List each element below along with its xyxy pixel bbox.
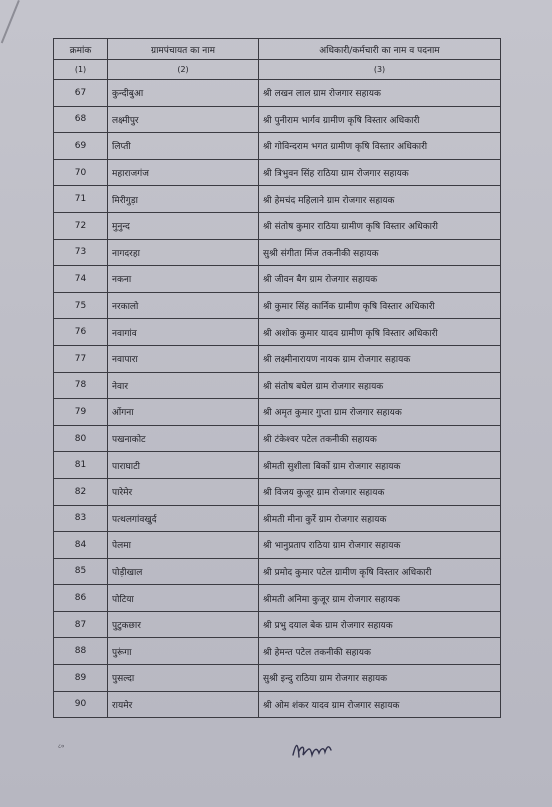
- serial-cell: 74: [54, 266, 108, 293]
- table-row: [54, 611, 501, 638]
- village-cell: मिरीगुड़ा: [108, 186, 259, 213]
- village-cell: मुनुन्द: [108, 212, 259, 239]
- serial-cell: 85: [54, 558, 108, 585]
- village-cell: नेवार: [108, 372, 259, 399]
- village-cell: कुन्दीबुआ: [108, 80, 259, 107]
- village-cell: पोड़ीखाल: [108, 558, 259, 585]
- table-row: [54, 106, 501, 133]
- official-cell: श्री संतोष कुमार राठिया ग्रामीण कृषि विस्तार अधिकारी: [259, 212, 501, 239]
- serial-cell: 82: [54, 478, 108, 505]
- table-row: [54, 638, 501, 665]
- village-cell: नवागांव: [108, 319, 259, 346]
- table-header: [54, 39, 501, 80]
- official-cell: श्री त्रिभुवन सिंह राठिया ग्राम रोजगार सहायक: [259, 159, 501, 186]
- handwritten-signature: [290, 737, 334, 761]
- serial-cell: 87: [54, 611, 108, 638]
- village-cell: पुरूंगा: [108, 638, 259, 665]
- official-cell: श्री विजय कुजूर ग्राम रोजगार सहायक: [259, 478, 501, 505]
- official-cell: श्रीमती अनिमा कुजूर ग्राम रोजगार सहायक: [259, 585, 501, 612]
- village-cell: पत्थलगांवखुर्द: [108, 505, 259, 532]
- official-assignment-table: [53, 38, 501, 718]
- village-cell: महाराजगंज: [108, 159, 259, 186]
- column-number-serial: (1): [54, 60, 108, 80]
- official-cell: श्रीमती सुशीला बिर्को ग्राम रोजगार सहायक: [259, 452, 501, 479]
- village-cell: पुटुकछार: [108, 611, 259, 638]
- table-row: [54, 399, 501, 426]
- official-cell: श्री गोविन्दराम भगत ग्रामीण कृषि विस्तार अधिकारी: [259, 133, 501, 160]
- table-row: [54, 266, 501, 293]
- column-number-village: (2): [108, 60, 259, 80]
- official-cell: श्री हेमचंद महिलाने ग्राम रोजगार सहायक: [259, 186, 501, 213]
- serial-cell: 86: [54, 585, 108, 612]
- serial-cell: 68: [54, 106, 108, 133]
- table-row: [54, 558, 501, 585]
- official-cell: श्री जीवन बैग ग्राम रोजगार सहायक: [259, 266, 501, 293]
- village-cell: रायमेर: [108, 691, 259, 718]
- village-cell: पाराघाटी: [108, 452, 259, 479]
- table-row: [54, 319, 501, 346]
- serial-cell: 88: [54, 638, 108, 665]
- official-cell: श्री लक्ष्मीनारायण नायक ग्राम रोजगार सहायक: [259, 345, 501, 372]
- official-cell: श्री अशोक कुमार यादव ग्रामीण कृषि विस्तार अधिकारी: [259, 319, 501, 346]
- serial-cell: 69: [54, 133, 108, 160]
- table-row: [54, 292, 501, 319]
- serial-cell: 71: [54, 186, 108, 213]
- table-row: [54, 186, 501, 213]
- official-cell: श्री टंकेश्वर पटेल तकनीकी सहायक: [259, 425, 501, 452]
- table-row: [54, 212, 501, 239]
- serial-cell: 72: [54, 212, 108, 239]
- table-row: [54, 585, 501, 612]
- village-cell: लक्ष्मीपुर: [108, 106, 259, 133]
- serial-cell: 79: [54, 399, 108, 426]
- village-cell: नकना: [108, 266, 259, 293]
- official-cell: श्री संतोष बघेल ग्राम रोजगार सहायक: [259, 372, 501, 399]
- official-cell: श्री पुनीराम भार्गव ग्रामीण कृषि विस्तार अधिकारी: [259, 106, 501, 133]
- official-cell: श्री अमृत कुमार गुप्ता ग्राम रोजगार सहायक: [259, 399, 501, 426]
- serial-cell: 75: [54, 292, 108, 319]
- official-cell: श्री लखन लाल ग्राम रोजगार सहायक: [259, 80, 501, 107]
- official-cell: श्री प्रभु दयाल बेक ग्राम रोजगार सहायक: [259, 611, 501, 638]
- column-number-row: [54, 60, 501, 80]
- table-row: [54, 159, 501, 186]
- official-cell: श्रीमती मीना कुर्रे ग्राम रोजगार सहायक: [259, 505, 501, 532]
- official-cell: सुश्री संगीता मिंज तकनीकी सहायक: [259, 239, 501, 266]
- table-row: [54, 133, 501, 160]
- official-cell: श्री ओम शंकर यादव ग्राम रोजगार सहायक: [259, 691, 501, 718]
- header-row: [54, 39, 501, 60]
- serial-cell: 84: [54, 532, 108, 559]
- table-row: [54, 691, 501, 718]
- serial-cell: 76: [54, 319, 108, 346]
- official-cell: सुश्री इन्दु राठिया ग्राम रोजगार सहायक: [259, 665, 501, 692]
- table-row: [54, 345, 501, 372]
- official-cell: श्री प्रमोद कुमार पटेल ग्रामीण कृषि विस्तार अधिकारी: [259, 558, 501, 585]
- serial-cell: 80: [54, 425, 108, 452]
- table-row: [54, 372, 501, 399]
- village-cell: नागदरहा: [108, 239, 259, 266]
- table-row: [54, 478, 501, 505]
- village-cell: पारेमेर: [108, 478, 259, 505]
- village-cell: पखनाकोट: [108, 425, 259, 452]
- serial-cell: 81: [54, 452, 108, 479]
- serial-cell: 83: [54, 505, 108, 532]
- serial-cell: 77: [54, 345, 108, 372]
- table-row: [54, 239, 501, 266]
- village-cell: लिप्ती: [108, 133, 259, 160]
- column-number-official: (3): [259, 60, 501, 80]
- serial-cell: 73: [54, 239, 108, 266]
- official-cell: श्री कुमार सिंह कार्निक ग्रामीण कृषि विस्तार अधिकारी: [259, 292, 501, 319]
- serial-cell: 67: [54, 80, 108, 107]
- table-row: [54, 532, 501, 559]
- table-row: [54, 665, 501, 692]
- header-village: ग्रामपंचायत का नाम: [108, 39, 259, 60]
- village-cell: पेलमा: [108, 532, 259, 559]
- serial-cell: 90: [54, 691, 108, 718]
- table-body: [54, 80, 501, 718]
- serial-cell: 70: [54, 159, 108, 186]
- official-cell: श्री हेमन्त पटेल तकनीकी सहायक: [259, 638, 501, 665]
- footer-mark: ८०: [58, 743, 65, 750]
- table-row: [54, 425, 501, 452]
- village-cell: पोटिया: [108, 585, 259, 612]
- serial-cell: 78: [54, 372, 108, 399]
- village-cell: नरकालो: [108, 292, 259, 319]
- table-row: [54, 452, 501, 479]
- serial-cell: 89: [54, 665, 108, 692]
- header-official: अधिकारी/कर्मचारी का नाम व पदनाम: [259, 39, 501, 60]
- village-cell: नवापारा: [108, 345, 259, 372]
- village-cell: पुसल्दा: [108, 665, 259, 692]
- table-row: [54, 505, 501, 532]
- header-serial: क्रमांक: [54, 39, 108, 60]
- paper-fold-line: [1, 0, 20, 43]
- table-row: [54, 80, 501, 107]
- village-cell: ओंगना: [108, 399, 259, 426]
- official-cell: श्री भानुप्रताप राठिया ग्राम रोजगार सहायक: [259, 532, 501, 559]
